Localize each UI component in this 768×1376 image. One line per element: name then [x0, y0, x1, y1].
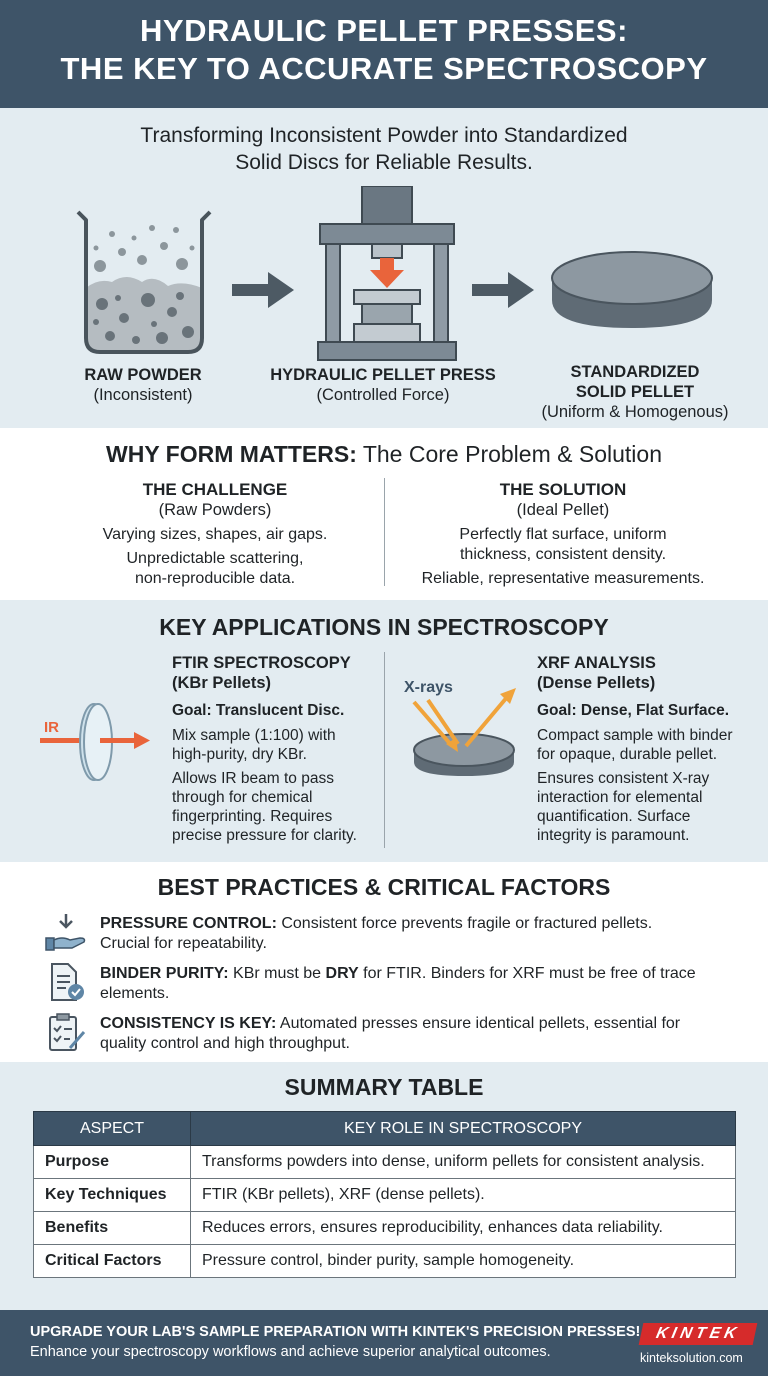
- website-link[interactable]: kinteksolution.com: [640, 1351, 743, 1365]
- footer-cta: UPGRADE YOUR LAB'S SAMPLE PREPARATION WITH KINTEK'S PRECISION PRESSES!: [30, 1324, 641, 1340]
- title-line-2: THE KEY TO ACCURATE SPECTROSCOPY: [60, 51, 708, 86]
- why-divider: [384, 478, 385, 586]
- process-section: [0, 108, 768, 428]
- why-form-matters-section: [0, 428, 768, 600]
- best-practices-section: [0, 862, 768, 1062]
- page-footer: [0, 1310, 768, 1376]
- flow-arrow-2: [472, 272, 534, 308]
- page-header: [0, 0, 768, 108]
- solution-column: [400, 480, 726, 593]
- consistency-label: CONSISTENCY IS KEY:: [100, 1015, 277, 1032]
- xrf-column: [537, 653, 755, 850]
- xray-label: X-rays: [404, 679, 453, 696]
- xrf-text-1a: Compact sample with binder: [537, 727, 733, 744]
- summary-table: [33, 1111, 736, 1278]
- best-heading: BEST PRACTICES & CRITICAL FACTORS: [157, 874, 611, 900]
- stage-3-title-1: STANDARDIZED: [570, 363, 700, 381]
- xrf-text-1: [537, 726, 755, 764]
- solution-text-2: Reliable, representative measurements.: [421, 570, 705, 587]
- pressure-control-line-1: [100, 914, 740, 934]
- stage-raw-powder: [58, 365, 228, 405]
- challenge-sub: (Raw Powders): [158, 501, 272, 519]
- binder-purity-line-2: elements.: [100, 985, 170, 1002]
- table-cell: Purpose: [34, 1146, 191, 1179]
- xrf-text-2c: quantification. Surface: [537, 808, 691, 825]
- stage-1-sub: (Inconsistent): [93, 386, 193, 404]
- hydraulic-press-icon: [312, 186, 462, 362]
- table-cell: Reduces errors, ensures reproducibility, enhances data reliability.: [191, 1212, 736, 1245]
- stage-1-title: RAW POWDER: [84, 366, 202, 384]
- apps-heading: KEY APPLICATIONS IN SPECTROSCOPY: [159, 614, 609, 640]
- xrf-text-1b: for opaque, durable pellet.: [537, 746, 718, 763]
- table-cell: Transforms powders into dense, uniform pellets for consistent analysis.: [191, 1146, 736, 1179]
- solution-text-1b: thickness, consistent density.: [459, 546, 667, 563]
- solution-sub: (Ideal Pellet): [516, 501, 610, 519]
- hero-subtitle: [0, 122, 768, 176]
- stage-2-sub: (Controlled Force): [316, 386, 450, 404]
- subtitle-line-1: Transforming Inconsistent Powder into Standardized: [140, 124, 628, 147]
- challenge-text-2b: non-reproducible data.: [134, 570, 296, 587]
- solution-title: THE SOLUTION: [499, 480, 627, 499]
- ftir-text-1a: Mix sample (1:100) with: [172, 727, 336, 744]
- ftir-title: FTIR SPECTROSCOPY: [172, 654, 351, 672]
- beaker-powder-icon: [72, 208, 214, 356]
- xrf-text-2b: interaction for elemental: [537, 789, 703, 806]
- stage-pellet: [524, 362, 746, 422]
- table-cell: Benefits: [34, 1212, 191, 1245]
- ftir-text-2d: precise pressure for clarity.: [172, 827, 357, 844]
- xrf-goal: Goal: Dense, Flat Surface.: [537, 702, 730, 719]
- ftir-text-2b: through for chemical: [172, 789, 313, 806]
- document-check-icon: [44, 962, 88, 1002]
- footer-tagline: Enhance your spectroscopy workflows and achieve superior analytical outcomes.: [30, 1344, 551, 1360]
- table-cell: Critical Factors: [34, 1245, 191, 1278]
- subtitle-line-2: Solid Discs for Reliable Results.: [235, 151, 533, 174]
- consistency-line-1: [100, 1014, 740, 1034]
- xrf-sub: (Dense Pellets): [537, 674, 656, 692]
- ftir-text-2c: fingerprinting. Requires: [172, 808, 333, 825]
- table-row: [34, 1212, 736, 1245]
- challenge-text-2a: Unpredictable scattering,: [126, 550, 304, 567]
- ir-label: IR: [44, 719, 59, 736]
- clipboard-check-icon: [44, 1012, 88, 1052]
- stage-3-sub: (Uniform & Homogenous): [541, 403, 729, 421]
- pressure-control-item: [100, 914, 740, 954]
- consistency-text: Automated presses ensure identical pellets, essential for: [276, 1015, 681, 1032]
- binder-purity-label: BINDER PURITY:: [100, 965, 229, 982]
- table-row: [34, 1146, 736, 1179]
- ftir-text-2: [172, 769, 372, 845]
- table-header-row: [34, 1112, 736, 1146]
- xrf-text-2: [537, 769, 755, 845]
- pressure-control-text: Consistent force prevents fragile or fractured pellets.: [276, 915, 653, 932]
- ir-beam-disc-icon: [38, 700, 166, 784]
- binder-purity-text-a: KBr must be: [228, 965, 326, 982]
- hand-pressure-icon: [44, 912, 88, 952]
- challenge-column: [60, 480, 370, 589]
- apps-divider: [384, 652, 385, 848]
- xrf-title: XRF ANALYSIS: [537, 654, 656, 672]
- binder-purity-text-b: for FTIR. Binders for XRF must be free of trace: [358, 965, 696, 982]
- ftir-text-1: [172, 726, 372, 764]
- ftir-sub: (KBr Pellets): [172, 674, 272, 692]
- column-header-role: KEY ROLE IN SPECTROSCOPY: [191, 1112, 736, 1146]
- why-heading-rest: The Core Problem & Solution: [356, 441, 662, 467]
- solution-text-1a: Perfectly flat surface, uniform: [459, 526, 667, 543]
- ftir-text-1b: high-purity, dry KBr.: [172, 746, 307, 763]
- challenge-title: THE CHALLENGE: [142, 480, 288, 499]
- table-row: [34, 1245, 736, 1278]
- stage-2-title: HYDRAULIC PELLET PRESS: [270, 366, 496, 384]
- ftir-text-2a: Allows IR beam to pass: [172, 770, 334, 787]
- table-cell: Key Techniques: [34, 1179, 191, 1212]
- consistency-line-2: quality control and high throughput.: [100, 1035, 350, 1052]
- why-heading: [0, 441, 768, 468]
- binder-purity-line-1: [100, 964, 740, 984]
- flow-arrow-1: [232, 272, 294, 308]
- ftir-goal: Goal: Translucent Disc.: [172, 702, 345, 719]
- pressure-control-line-2: Crucial for repeatability.: [100, 935, 267, 952]
- challenge-text-2: [60, 549, 370, 589]
- table-row: [34, 1179, 736, 1212]
- consistency-item: [100, 1014, 740, 1054]
- pressure-control-label: PRESSURE CONTROL:: [100, 915, 277, 932]
- challenge-text-1: Varying sizes, shapes, air gaps.: [102, 526, 328, 543]
- binder-purity-item: [100, 964, 740, 1004]
- key-applications-section: [0, 600, 768, 862]
- stage-press: [252, 365, 514, 405]
- xrf-text-2d: integrity is paramount.: [537, 827, 690, 844]
- summary-heading: SUMMARY TABLE: [284, 1074, 484, 1100]
- kintek-logo[interactable]: KINTEK: [639, 1323, 758, 1345]
- table-cell: Pressure control, binder purity, sample homogeneity.: [191, 1245, 736, 1278]
- xrf-text-2a: Ensures consistent X-ray: [537, 770, 710, 787]
- binder-purity-dry: DRY: [325, 965, 359, 982]
- stage-3-title-2: SOLID PELLET: [575, 383, 695, 401]
- summary-section: [0, 1062, 768, 1310]
- why-heading-bold: WHY FORM MATTERS:: [106, 441, 357, 467]
- table-cell: FTIR (KBr pellets), XRF (dense pellets).: [191, 1179, 736, 1212]
- ftir-column: [172, 653, 372, 850]
- column-header-aspect: ASPECT: [34, 1112, 191, 1146]
- xray-pellet-icon: [400, 672, 530, 784]
- title-line-1: HYDRAULIC PELLET PRESSES:: [140, 13, 628, 48]
- solid-pellet-icon: [548, 248, 716, 332]
- solution-text-1: [400, 525, 726, 565]
